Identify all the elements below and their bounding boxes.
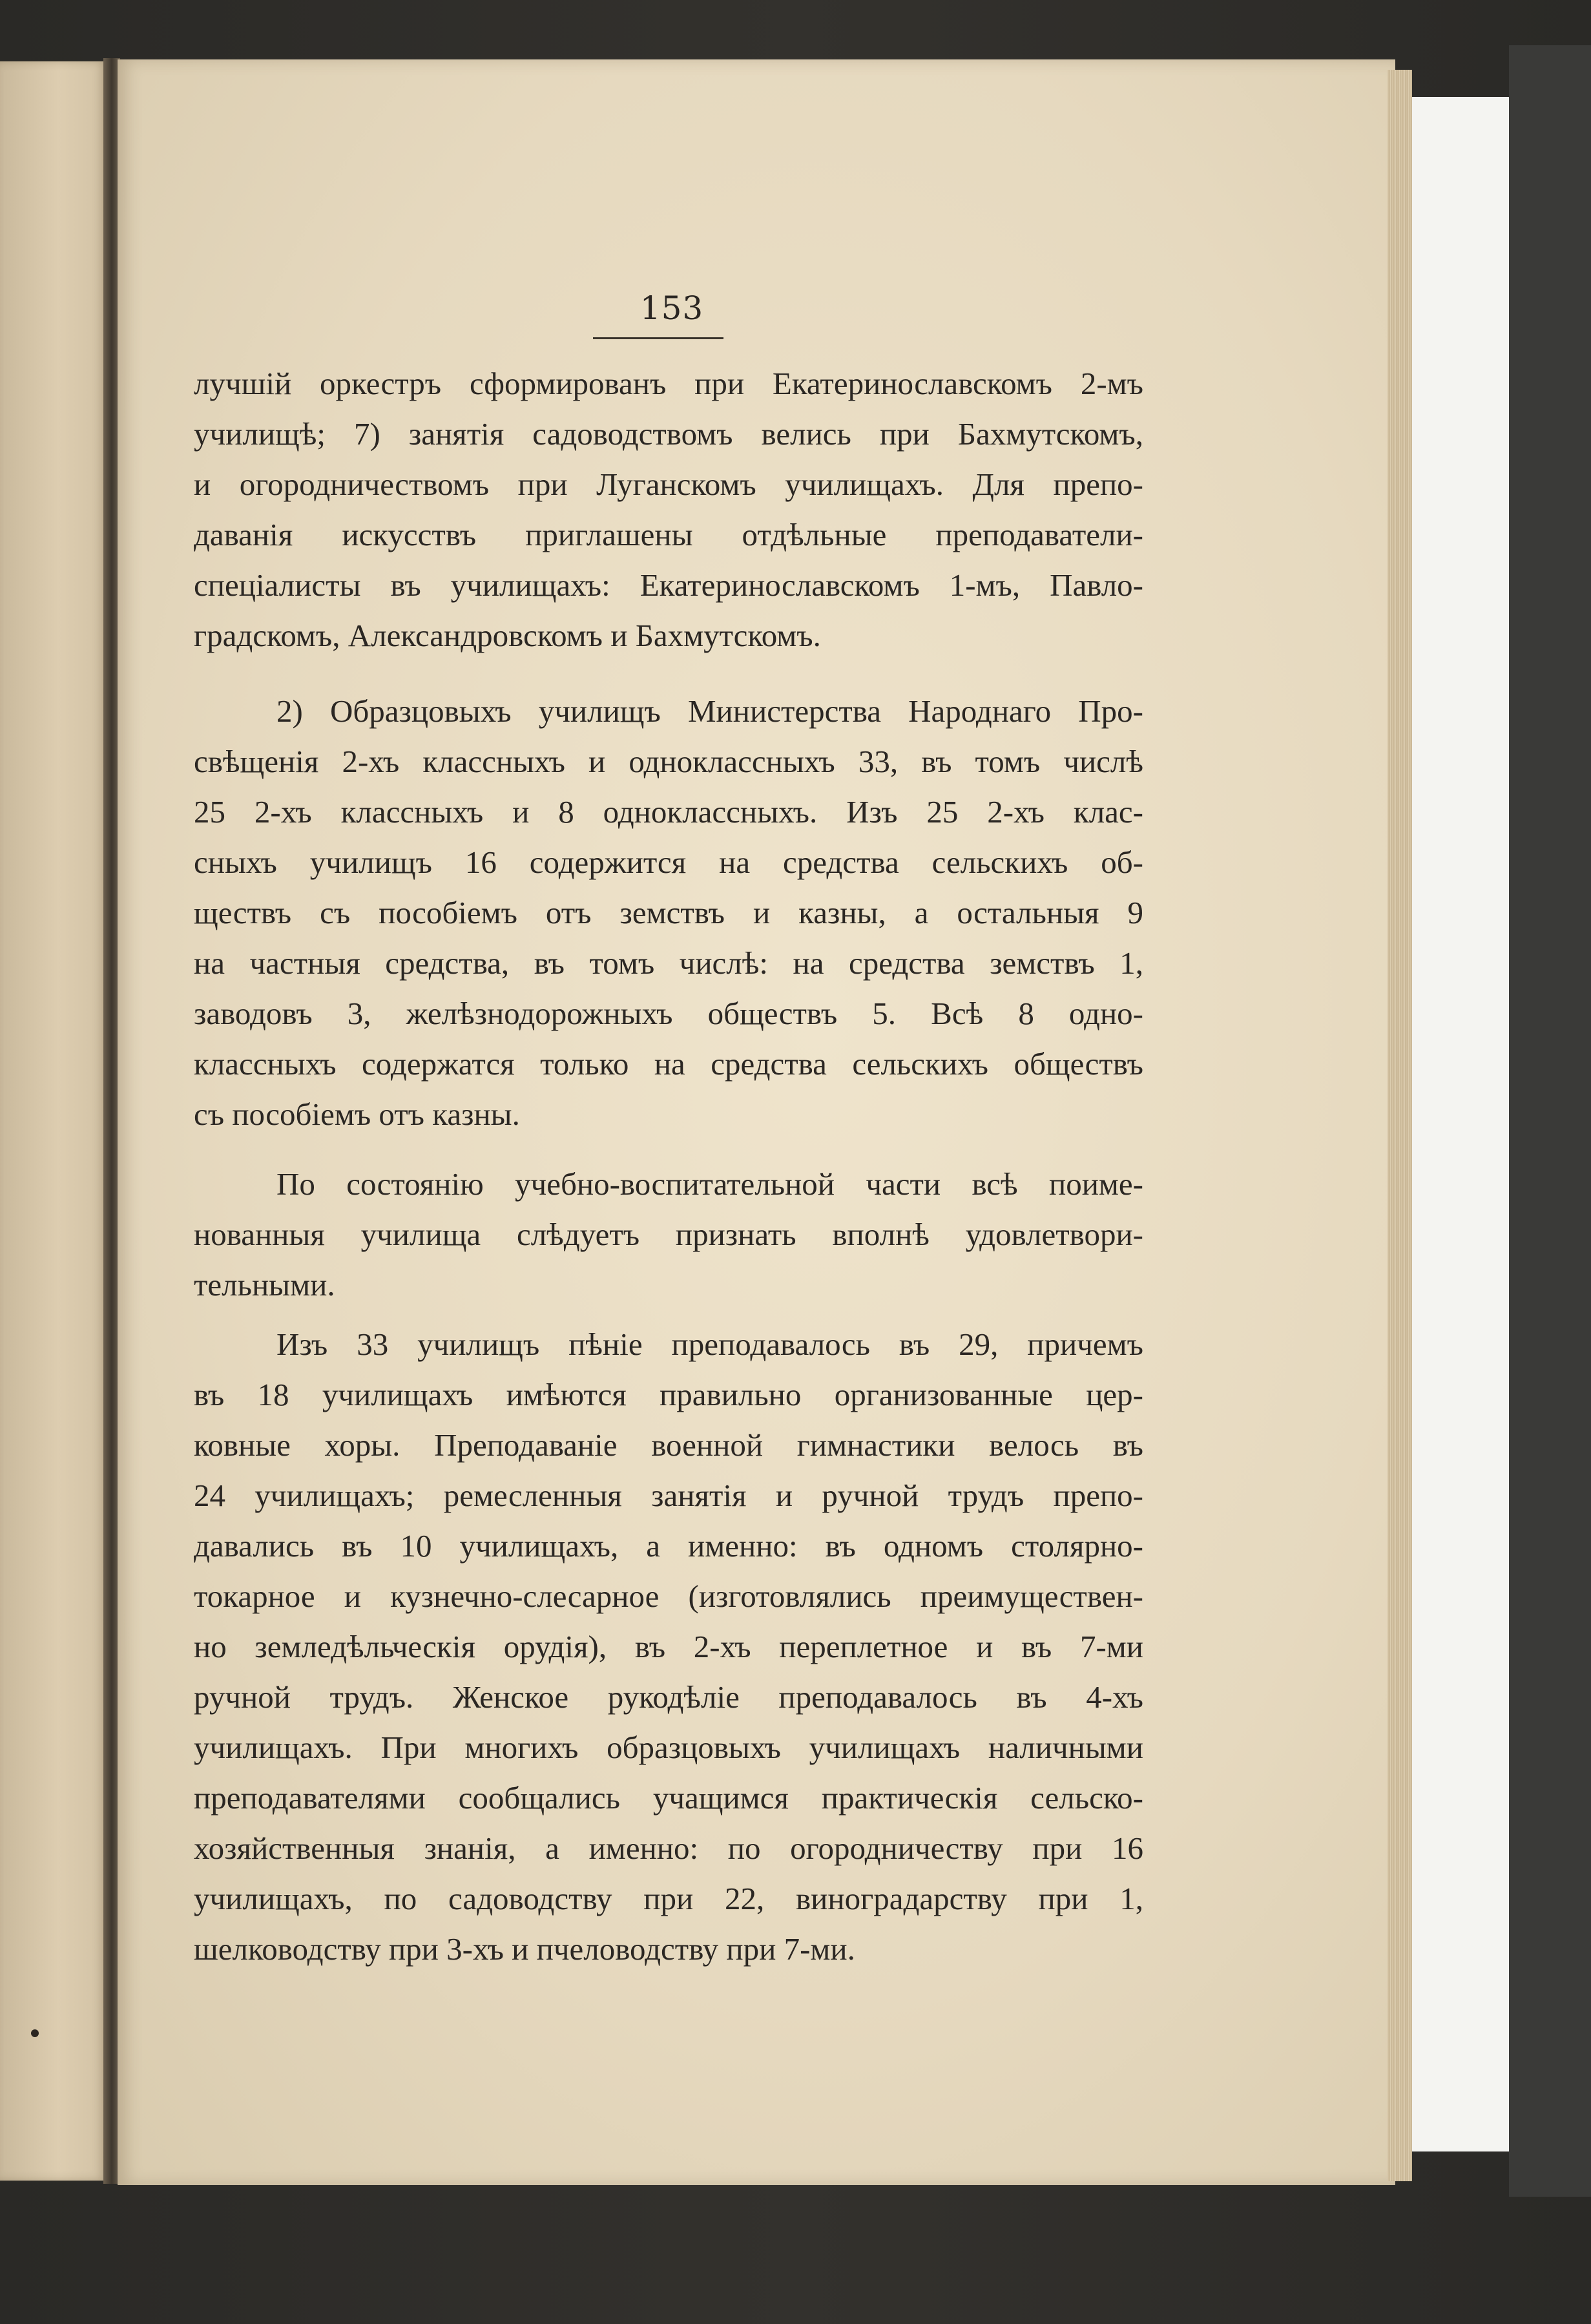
text-line: заводовъ 3, желѣзнодорожныхъ обществъ 5. Всѣ 8 одно- — [194, 996, 1143, 1031]
paragraph-4 — [194, 1319, 1143, 1974]
text-line: училищахъ. При многихъ образцовыхъ училищахъ наличными — [194, 1730, 1143, 1765]
text-line: токарное и кузнечно-слесарное (изготовлялись преимуществен- — [194, 1578, 1143, 1614]
text-line: шелководству при 3-хъ и пчеловодству при 7-ми. — [194, 1931, 855, 1967]
left-facing-page — [0, 61, 107, 2181]
text-line: 24 училищахъ; ремесленныя занятія и ручной трудъ препо- — [194, 1478, 1143, 1513]
page-block-edges — [1388, 70, 1412, 2181]
text-line: нованныя училища слѣдуетъ признать вполнѣ удовлетвори- — [194, 1217, 1143, 1252]
text-line: училищахъ, по садоводству при 22, виноградарству при 1, — [194, 1881, 1143, 1916]
ink-dot — [31, 2029, 39, 2037]
text-line: въ 18 училищахъ имѣются правильно организованные цер- — [194, 1377, 1143, 1412]
text-line: на частныя средства, въ томъ числѣ: на средства земствъ 1, — [194, 945, 1143, 981]
text-line: градскомъ, Александровскомъ и Бахмутскомъ. — [194, 618, 821, 653]
text-line: даванія искусствъ приглашены отдѣльные преподаватели- — [194, 517, 1143, 552]
text-line: но земледѣльческія орудія), въ 2-хъ переплетное и въ 7-ми — [194, 1629, 1143, 1664]
text-line: сныхъ училищъ 16 содержится на средства сельскихъ об- — [194, 844, 1143, 880]
text-line: хозяйственныя знанія, а именно: по огородничеству при 16 — [194, 1830, 1143, 1866]
text-line: ручной трудъ. Женское рукодѣліе преподавалось въ 4-хъ — [194, 1679, 1143, 1715]
page-number: 153 — [640, 289, 704, 327]
text-line: спеціалисты въ училищахъ: Екатеринославскомъ 1-мъ, Павло- — [194, 567, 1143, 603]
text-line: По состоянію учебно-воспитательной части всѣ поиме- — [276, 1166, 1143, 1202]
paragraph-3 — [194, 1159, 1143, 1310]
backing-sheet — [1412, 97, 1509, 2151]
text-line: ществъ съ пособіемъ отъ земствъ и казны, а остальныя 9 — [194, 895, 1143, 930]
text-line: давались въ 10 училищахъ, а именно: въ одномъ столярно- — [194, 1528, 1143, 1564]
text-line: училищѣ; 7) занятія садоводствомъ велись при Бахмутскомъ, — [194, 416, 1143, 452]
text-line: ковные хоры. Преподаваніе военной гимнастики велось въ — [194, 1427, 1143, 1463]
text-line: классныхъ содержатся только на средства сельскихъ обществъ — [194, 1046, 1143, 1082]
text-line: свѣщенія 2-хъ классныхъ и одноклассныхъ 33, въ томъ числѣ — [194, 744, 1143, 779]
text-line: Изъ 33 училищъ пѣніе преподавалось въ 29, причемъ — [276, 1326, 1143, 1362]
text-line: и огородничествомъ при Луганскомъ училищахъ. Для препо- — [194, 466, 1143, 502]
paragraph-1 — [194, 359, 1143, 661]
text-line: 2) Образцовыхъ училищъ Министерства Народнаго Про- — [276, 693, 1143, 729]
text-line: 25 2-хъ классныхъ и 8 одноклассныхъ. Изъ 25 2-хъ клас- — [194, 794, 1143, 830]
header-rule — [593, 337, 723, 339]
paragraph-2 — [194, 686, 1143, 1140]
text-line: лучшій оркестръ сформированъ при Екатеринославскомъ 2-мъ — [194, 366, 1143, 401]
text-line: преподавателями сообщались учащимся практическія сельско- — [194, 1780, 1143, 1816]
book-cover-edge — [1509, 45, 1591, 2197]
text-line: тельными. — [194, 1267, 335, 1303]
text-line: съ пособіемъ отъ казны. — [194, 1096, 520, 1132]
